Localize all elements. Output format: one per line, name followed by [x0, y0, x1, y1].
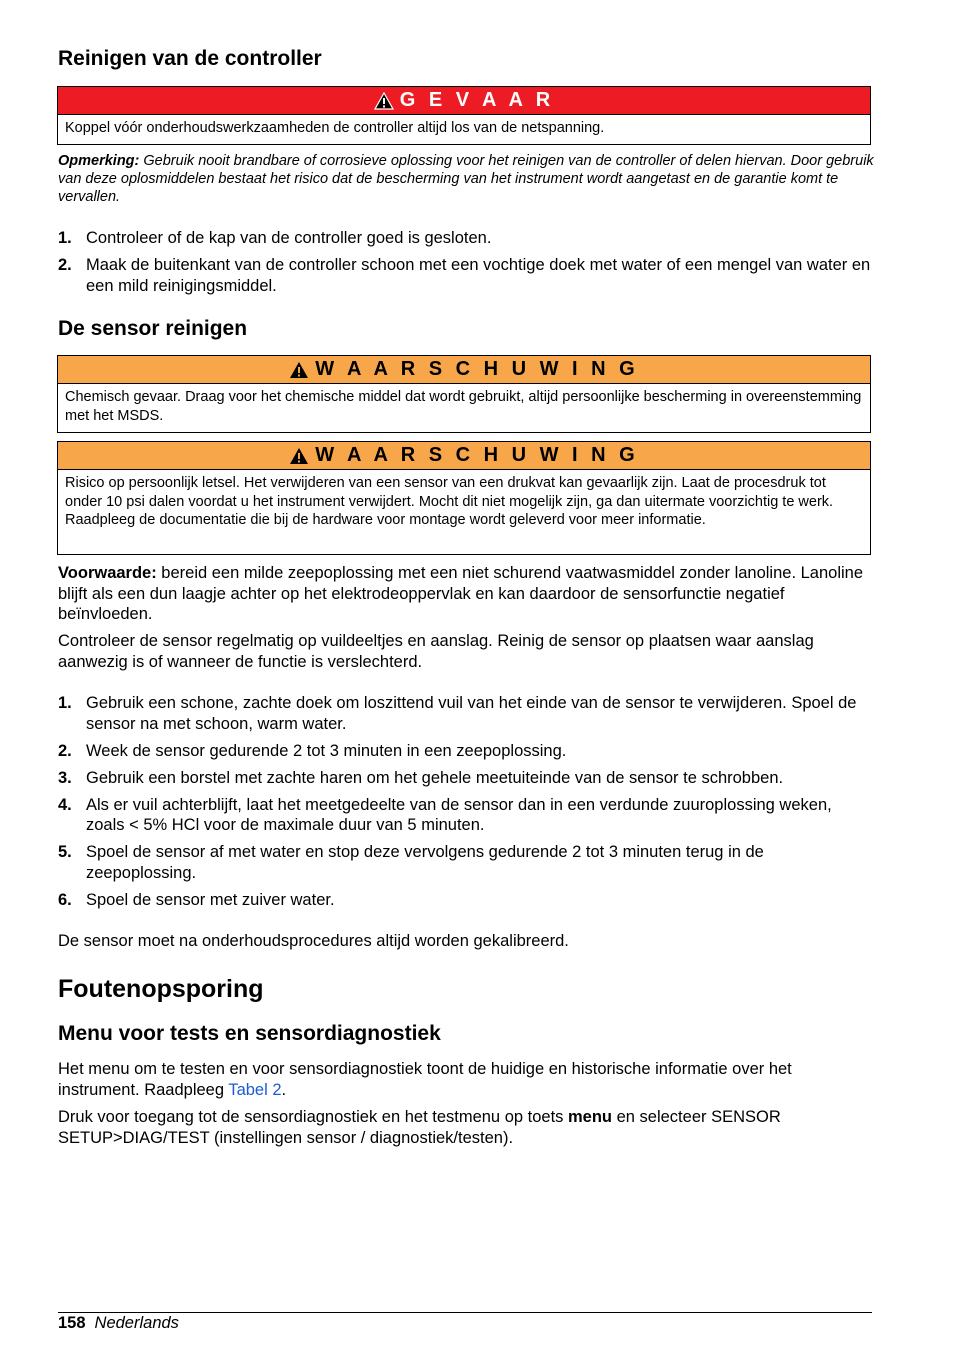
prerequisite	[58, 563, 873, 625]
menu-key-label: menu	[568, 1108, 613, 1126]
warning-triangle-icon	[289, 361, 309, 379]
list-item	[58, 228, 873, 249]
step-text: Maak de buitenkant van de controller schoon met een vochtige doek met water of een mengel van water en een mild reinigingsmiddel.	[86, 256, 871, 295]
warning-header	[58, 442, 870, 470]
list-item	[58, 842, 873, 883]
footer-divider	[58, 1312, 872, 1313]
danger-box	[57, 86, 871, 145]
step-text: Gebruik een schone, zachte doek om loszittend vuil van het einde van de sensor te verwijderen. Spoel de sensor na met schoon, warm water.	[86, 694, 857, 733]
diagnostics-intro-end: .	[281, 1080, 287, 1099]
section-title-sensor-cleaning: De sensor reinigen	[58, 317, 248, 340]
diagnostics-intro-text: Het menu om te testen en voor sensordiagnostiek toont de huidige en historische informatie over het instrument. Raadpleeg	[58, 1060, 792, 1099]
step-number: 5.	[58, 843, 72, 861]
warning-text: Risico op persoonlijk letsel. Het verwijderen van een sensor van een drukvat kan gevaarlijk zijn. Laat de procesdruk tot onder 10 psi dalen voordat u het instrument verwijdert. Mocht dit niet mogelijk zijn, ga dan uitermate voorzichtig te werk. Raadpleeg de documentatie die bij de hardware voor montage wordt geleverd voor meer informatie.	[65, 475, 834, 528]
section-title-controller-cleaning: Reinigen van de controller	[58, 47, 322, 70]
diagnostics-access-text: Druk voor toegang tot de sensordiagnostiek en het testmenu op toets	[58, 1108, 568, 1126]
diagnostics-intro	[58, 1059, 873, 1100]
warning-header	[58, 356, 870, 384]
step-text: Gebruik een borstel met zachte haren om het gehele meetuiteinde van de sensor te schrobben.	[86, 768, 784, 787]
controller-steps-list	[58, 228, 873, 303]
danger-text: Koppel vóór onderhoudswerkzaamheden de controller altijd los van de netspanning.	[65, 120, 605, 136]
step-number: 2.	[58, 741, 72, 760]
list-item	[58, 768, 873, 789]
chapter-title-troubleshooting: Foutenopsporing	[58, 975, 264, 1003]
step-number: 6.	[58, 890, 72, 909]
diagnostics-access-end: en selecteer SENSOR SETUP>DIAG/TEST (instellingen sensor / diagnostiek/testen).	[58, 1108, 781, 1147]
sensor-intro: Controleer de sensor regelmatig op vuildeeltjes en aanslag. Reinig de sensor op plaatsen waar aanslag aanwezig is of wanneer de functie is verslechterd.	[58, 632, 814, 671]
step-number: 4.	[58, 795, 72, 814]
warning-label: W A A R S C H U W I N G	[315, 358, 639, 380]
page-footer	[58, 1313, 179, 1333]
note	[58, 152, 878, 206]
step-text: Spoel de sensor af met water en stop deze vervolgens gedurende 2 tot 3 minuten terug in de zeepoplossing.	[86, 843, 764, 882]
list-item	[58, 255, 873, 296]
danger-header	[58, 87, 870, 115]
step-text: Spoel de sensor met zuiver water.	[86, 890, 335, 909]
warning-box-injury	[57, 441, 871, 555]
page-number: 158	[58, 1314, 86, 1332]
list-item	[58, 795, 873, 836]
section-title-diagnostics-menu: Menu voor tests en sensordiagnostiek	[58, 1022, 441, 1045]
diagnostics-access	[58, 1107, 873, 1148]
step-text: Week de sensor gedurende 2 tot 3 minuten in een zeepoplossing.	[86, 741, 567, 760]
list-item	[58, 693, 873, 734]
table-2-link[interactable]: Tabel 2	[228, 1080, 282, 1099]
warning-text: Chemisch gevaar. Draag voor het chemische middel dat wordt gebruikt, altijd persoonlijke bescherming in overeenstemming met het MSDS.	[65, 389, 862, 424]
step-number: 1.	[58, 229, 72, 247]
warning-triangle-icon	[374, 92, 394, 110]
note-label: Opmerking:	[58, 153, 140, 169]
prerequisite-label: Voorwaarde:	[58, 564, 157, 582]
sensor-steps-list	[58, 693, 873, 917]
warning-label: W A A R S C H U W I N G	[315, 444, 639, 466]
list-item	[58, 741, 873, 762]
step-number: 3.	[58, 768, 72, 787]
calibration-note: De sensor moet na onderhoudsprocedures altijd worden gekalibreerd.	[58, 932, 569, 950]
step-text: Controleer of de kap van de controller goed is gesloten.	[86, 229, 492, 247]
prerequisite-text: bereid een milde zeepoplossing met een niet schurend vaatwasmiddel zonder lanoline. Lanoline blijft als een dun laagje achter op het elektrodeoppervlak en kan daardoor de sensorfunctie negatief beïnvloeden.	[58, 564, 864, 623]
note-text: Gebruik nooit brandbare of corrosieve oplossing voor het reinigen van de controller of delen hiervan. Door gebruik van deze oplosmiddelen bestaat het risico dat de bescherming van het instrument wordt aangetast en de garantie komt te vervallen.	[58, 153, 874, 205]
step-number: 2.	[58, 256, 72, 274]
step-number: 1.	[58, 694, 72, 712]
list-item	[58, 890, 873, 911]
warning-triangle-icon	[289, 447, 309, 465]
warning-box-chemical	[57, 355, 871, 433]
step-text: Als er vuil achterblijft, laat het meetgedeelte van de sensor dan in een verdunde zuuroplossing weken, zoals < 5% HCl voor de maximale duur van 5 minuten.	[86, 795, 832, 834]
danger-label: G E V A A R	[399, 89, 555, 111]
footer-language: Nederlands	[94, 1314, 179, 1332]
